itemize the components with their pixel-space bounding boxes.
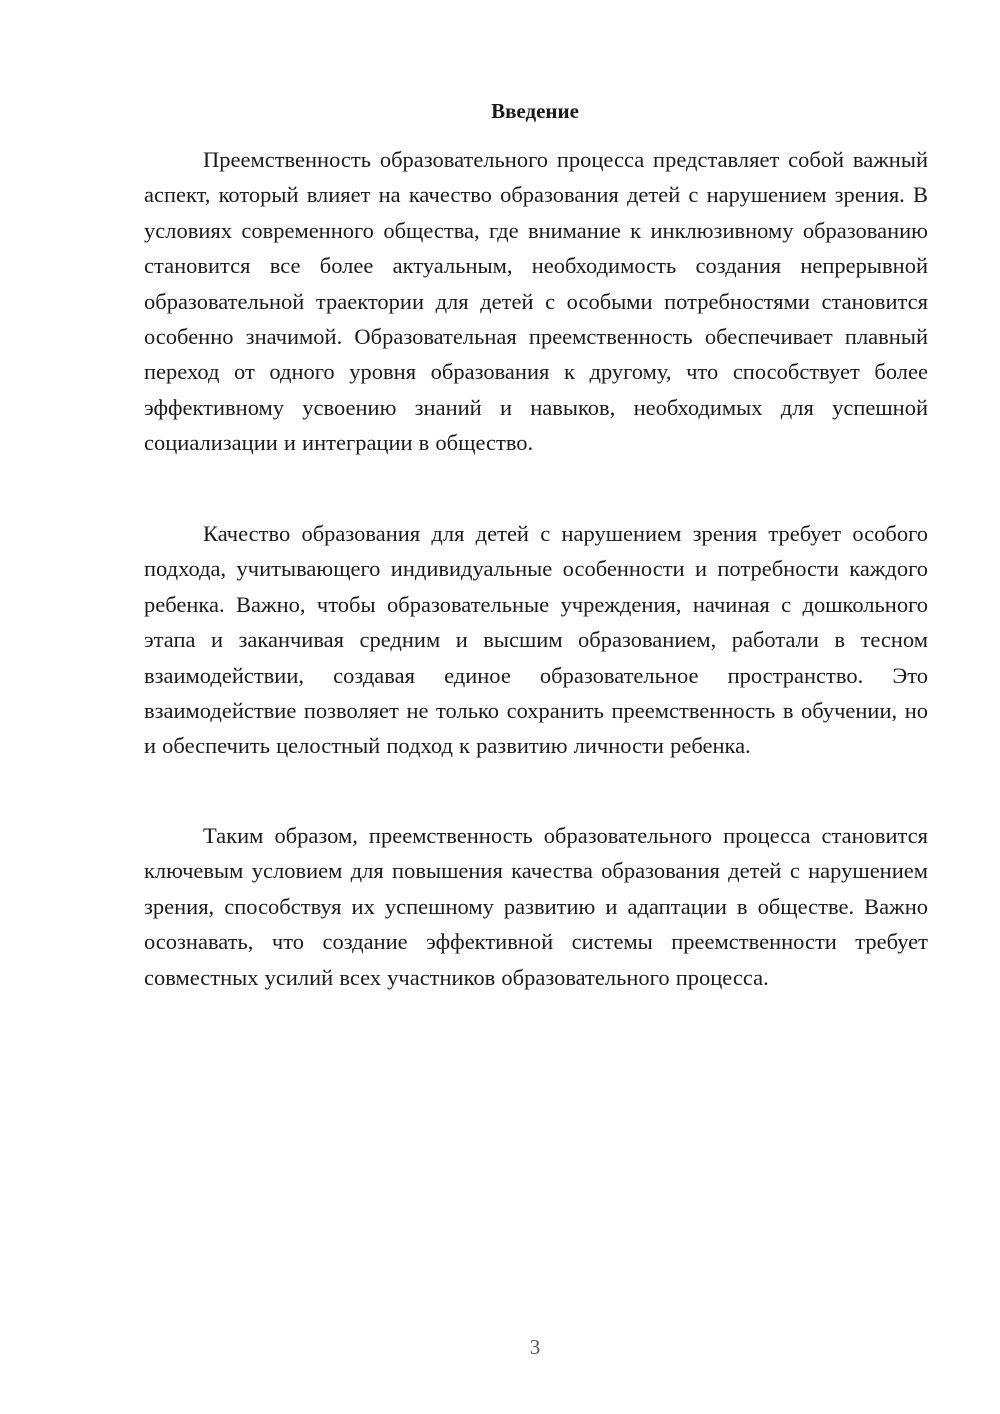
paragraph-1: Преемственность образовательного процесса представляет собой важный аспект, который влияет на качество образования детей с нарушением зрения. В условиях современного общества, где внимание к инклюзивному образованию становится все более актуальным, необходимость создания непрерывной образовательной траектории для детей с особыми потребностями становится особенно значимой. Образовательная преемственность обеспечивает плавный переход от одного уровня образования к другому, что способствует более эффективному усвоению знаний и навыков, необходимых для успешной социализации и интеграции в общество.: [144, 147, 928, 456]
paragraph-2: Качество образования для детей с нарушением зрения требует особого подхода, учитывающего индивидуальные особенности и потребности каждого ребенка. Важно, чтобы образовательные учреждения, начиная с дошкольного этапа и заканчивая средним и высшим образованием, работали в тесном взаимодействии, создавая единое образовательное пространство. Это взаимодействие позволяет не только сохранить преемственность в обучении, но и обеспечить целостный подход к развитию личности ребенка.: [144, 521, 928, 759]
section-heading: Введение: [491, 99, 579, 123]
paragraph-3: Таким образом, преемственность образовательного процесса становится ключевым условием для повышения качества образования детей с нарушением зрения, способствуя их успешному развитию и адаптации в обществе. Важно осознавать, что создание эффективной системы преемственности требует совместных усилий всех участников образовательного процесса.: [144, 823, 928, 990]
page-number: 3: [529, 1335, 541, 1359]
